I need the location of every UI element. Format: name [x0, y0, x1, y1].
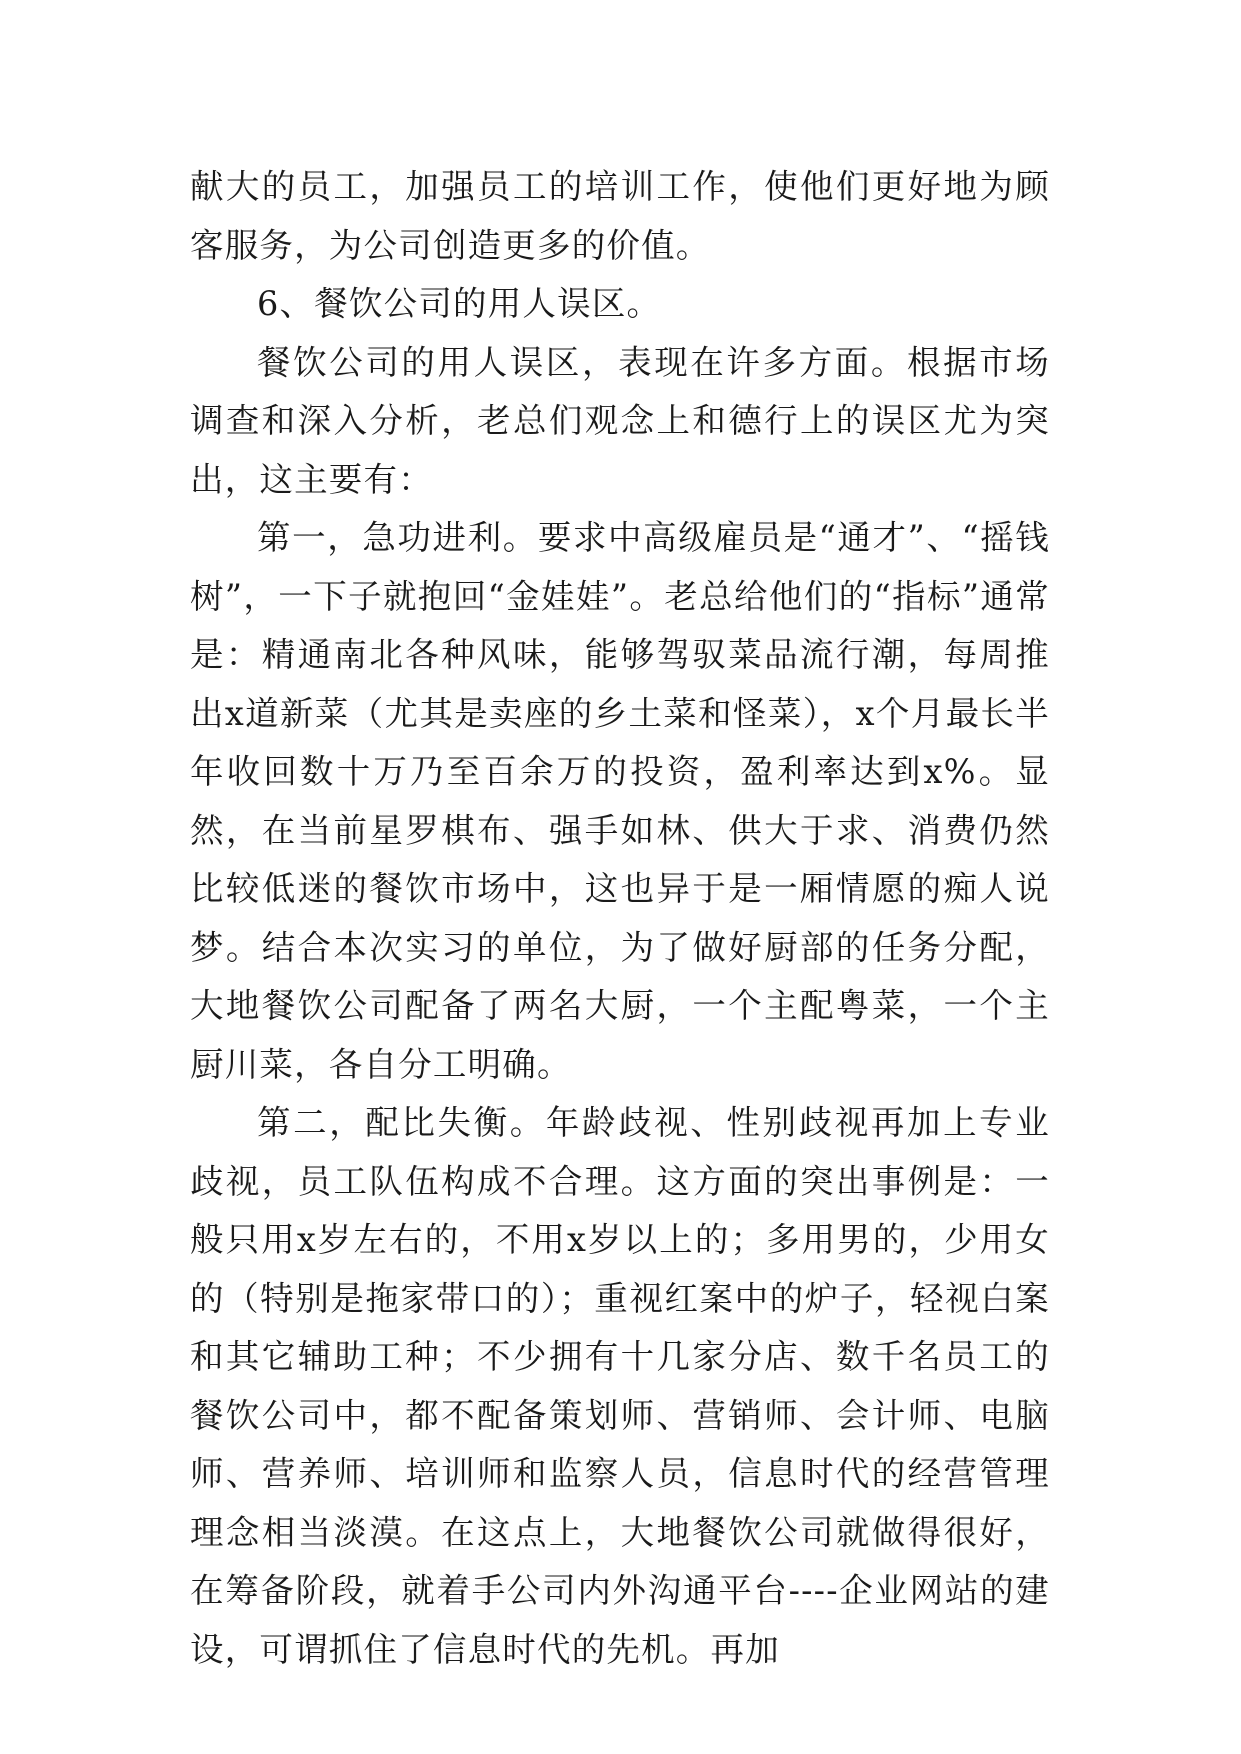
- paragraph-continuation: 献大的员工，加强员工的培训工作，使他们更好地为顾客服务，为公司创造更多的价值。: [190, 167, 1050, 265]
- section-heading: 6、餐饮公司的用人误区。: [257, 284, 662, 323]
- paragraph-point-two: 第二，配比失衡。年龄歧视、性别歧视再加上专业歧视，员工队伍构成不合理。这方面的突出事例是：一般只用x岁左右的，不用x岁以上的；多用男的，少用女的（特别是拖家带口的）；重视红案中的炉子，轻视白案和其它辅助工种；不少拥有十几家分店、数千名员工的餐饮公司中，都不配备策划师、营销师、会计师、电脑师、营养师、培训师和监察人员，信息时代的经营管理理念相当淡漠。在这点上，大地餐饮公司就做得很好，在筹备阶段，就着手公司内外沟通平台----企业网站的建设，可谓抓住了信息时代的先机。再加: [190, 1103, 1050, 1669]
- document-body: [190, 158, 1050, 1679]
- paragraph-intro: 餐饮公司的用人误区，表现在许多方面。根据市场调查和深入分析，老总们观念上和德行上的误区尤为突出，这主要有：: [190, 342, 1050, 499]
- paragraph-point-one: 第一，急功进利。要求中高级雇员是“通才”、“摇钱树”，一下子就抱回“金娃娃”。老总给他们的“指标”通常是：精通南北各种风味，能够驾驭菜品流行潮，每周推出x道新菜（尤其是卖座的乡土菜和怪菜），x个月最长半年收回数十万乃至百余万的投资，盈利率达到x%。显然，在当前星罗棋布、强手如林、供大于求、消费仍然比较低迷的餐饮市场中，这也异于是一厢情愿的痴人说梦。结合本次实习的单位，为了做好厨部的任务分配，大地餐饮公司配备了两名大厨，一个主配粤菜，一个主厨川菜，各自分工明确。: [190, 518, 1050, 1084]
